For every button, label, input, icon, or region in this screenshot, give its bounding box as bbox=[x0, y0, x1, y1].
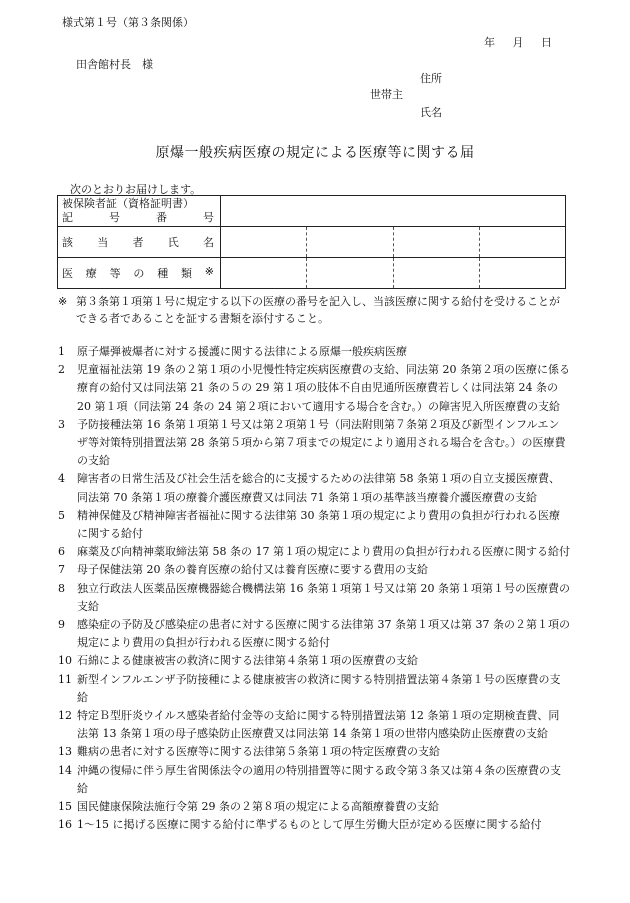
person-name-field-1[interactable] bbox=[221, 227, 307, 258]
person-name-field-2[interactable] bbox=[307, 227, 393, 258]
addressee: 田舎館村長 様 bbox=[76, 58, 153, 71]
date-line bbox=[470, 34, 552, 50]
date-day: 日 bbox=[541, 36, 552, 49]
intro-text: 次のとおりお届けします。 bbox=[70, 183, 202, 196]
address-label: 住所 bbox=[420, 72, 442, 85]
care-type-field-3[interactable] bbox=[393, 258, 479, 289]
name-label: 氏名 bbox=[420, 106, 442, 119]
insurance-card-label: 被保険者証（資格証明書） bbox=[62, 197, 194, 210]
list-item: 11 新型インフルエンザ予防接種による健康被害の救済に関する特別措置法第４条第１号の医療費の支給 bbox=[58, 672, 561, 704]
list-item: 3 予防接種法第 16 条第１項第１号又は第２項第１号（同法附則第７条第２項及び新型インフルエンザ等対策特別措置法第 28 条第５項から第７項までの規定により適用される場合を含む。）の医療費の支給 bbox=[58, 417, 566, 468]
care-type-label: 医 療 等 の 種 類 ※ bbox=[58, 258, 221, 289]
care-type-field-4[interactable] bbox=[479, 258, 565, 289]
form-number: 様式第１号（第３条関係） bbox=[62, 16, 194, 29]
footnote-text: 第３条第１項第１号に規定する以下の医療の番号を記入し、当該医療に関する給付を受けることができる者であることを証する書類を添付すること。 bbox=[76, 295, 560, 325]
list-item: 7 母子保健法第 20 条の養育医療の給付又は養育医療に要する費用の支給 bbox=[58, 563, 428, 577]
insurance-number-field[interactable] bbox=[221, 196, 566, 227]
list-item: 9 感染症の予防及び感染症の患者に対する医療に関する法律第 37 条第１項又は第 37 条の２第１項の規定により費用の負担が行われる医療に関する給付 bbox=[58, 618, 570, 650]
list-item: 6 麻薬及び向精神薬取締法第 58 条の 17 第１項の規定により費用の負担が行われる医療に関する給付 bbox=[58, 545, 570, 559]
table-row-insurance-number bbox=[58, 196, 566, 227]
date-month: 月 bbox=[512, 36, 524, 49]
table-row-care-type bbox=[58, 258, 566, 289]
footnote bbox=[58, 293, 568, 327]
list-item: 13 難病の患者に対する医療等に関する法律第５条第１項の特定医療費の支給 bbox=[58, 745, 440, 759]
list-item: 14 沖縄の復帰に伴う厚生省関係法令の適用の特別措置等に関する政令第３条又は第４条の医療費の支給 bbox=[58, 763, 561, 795]
list-item: 4 障害者の日常生活及び社会生活を総合的に支援するための法律第 58 条第１項の自立支援医療費、同法第 70 条第１項の療養介護医療費又は同法 71 条第１項の基準該当療養介護医療費の支給 bbox=[58, 472, 560, 504]
care-type-field-2[interactable] bbox=[307, 258, 393, 289]
care-list bbox=[58, 343, 570, 834]
person-name-field-4[interactable] bbox=[479, 227, 565, 258]
table-row-person-name bbox=[58, 227, 566, 258]
list-item: 2 児童福祉法第 19 条の２第１項の小児慢性特定疾病医療費の支給、同法第 20 条第２項の医療に係る療育の給付又は同法第 21 条の５の 29 第１項の肢体不自由児通所医療費若しくは同法第 24 条の 20 第１項（同法第 24 条の 24 第２項において適用する場合を含む。）の障害児入所医療費の支給 bbox=[58, 363, 570, 413]
page-title: 原爆一般疾病医療の規定による医療等に関する届 bbox=[155, 145, 475, 161]
insurance-number-label bbox=[58, 196, 221, 227]
list-item: 5 精神保健及び精神障害者福祉に関する法律第 30 条第１項の規定により費用の負担が行われる医療に関する給付 bbox=[58, 508, 560, 541]
list-item: 15 国民健康保険法施行令第 29 条の２第８項の規定による高額療養費の支給 bbox=[58, 800, 439, 814]
list-item: 12 特定Ｂ型肝炎ウイルス感染者給付金等の支給に関する特別措置法第 12 条第１項の定期検査費、同法第 13 条第１項の母子感染防止医療費又は同法第 14 条第１項の世帯内感染防止医療費の支給 bbox=[58, 709, 560, 741]
number-label: 記 号 番 号 bbox=[62, 211, 214, 224]
list-item: 8 独立行政法人医薬品医療機器総合機構法第 16 条第１項第１号又は第 20 条第１項第１号の医療費の支給 bbox=[58, 581, 570, 613]
person-name-label: 該 当 者 氏 名 bbox=[58, 227, 221, 258]
care-type-field-1[interactable] bbox=[221, 258, 307, 289]
application-table bbox=[57, 195, 566, 289]
person-name-field-3[interactable] bbox=[393, 227, 479, 258]
list-item: 16 1～15 に掲げる医療に関する給付に準ずるものとして厚生労働大臣が定める医療に関する給付 bbox=[58, 818, 542, 832]
list-item: 1 原子爆弾被爆者に対する援護に関する法律による原爆一般疾病医療 bbox=[58, 345, 407, 358]
footnote-mark: ※ bbox=[58, 295, 68, 308]
household-head-label: 世帯主 bbox=[370, 88, 403, 101]
date-year: 年 bbox=[484, 36, 495, 49]
list-item: 10 石綿による健康被害の救済に関する法律第４条第１項の医療費の支給 bbox=[58, 654, 418, 668]
